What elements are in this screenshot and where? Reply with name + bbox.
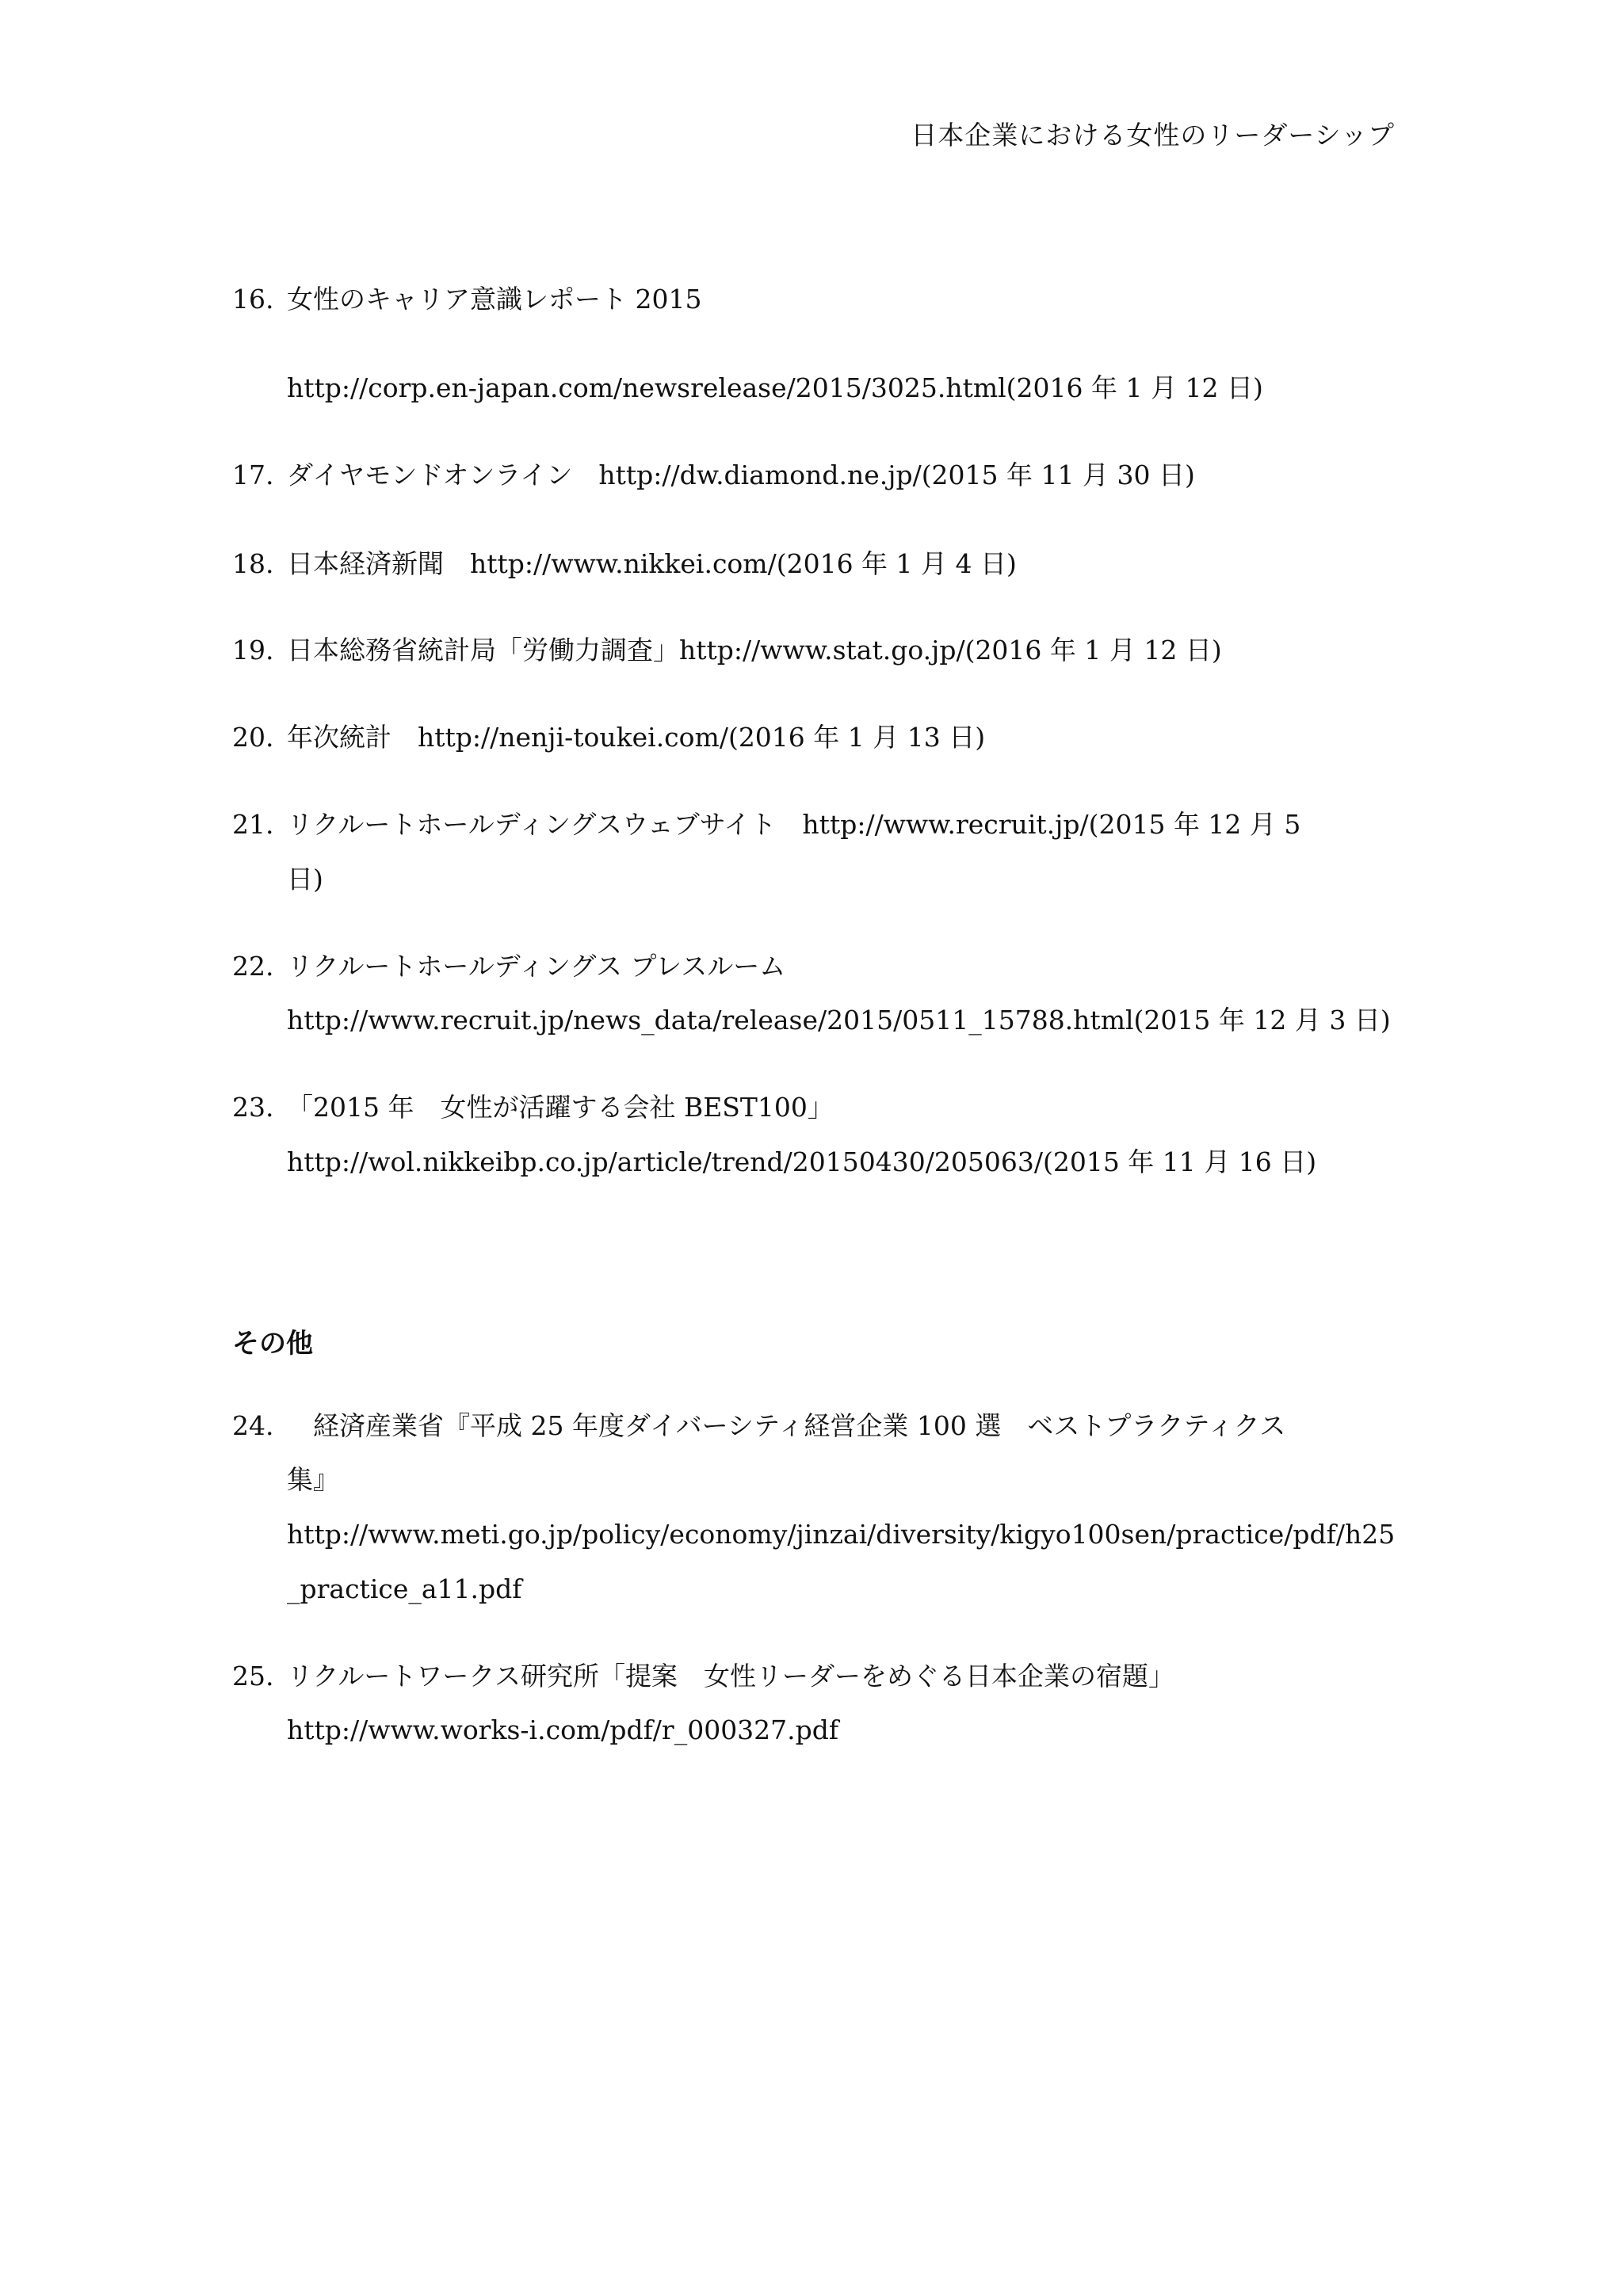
reference-text: 日本総務省統計局「労働力調査」http://www.stat.go.jp/(2016 年 1 月 12 日)	[287, 635, 1222, 666]
reference-title: リクルートホールディングス プレスルーム	[287, 951, 786, 982]
reference-text: ダイヤモンドオンライン http://dw.diamond.ne.jp/(2015 年 11 月 30 日)	[287, 460, 1195, 490]
section-heading-other: その他	[232, 1328, 313, 1360]
reference-text: 日本経済新聞 http://www.nikkei.com/(2016 年 1 月 4 日)	[287, 548, 1017, 579]
reference-number: 21.	[232, 809, 274, 840]
reference-url-continued: _practice_a11.pdf	[287, 1573, 522, 1604]
running-header: 日本企業における女性のリーダーシップ	[911, 120, 1395, 151]
reference-number: 17.	[232, 460, 274, 490]
reference-url: http://corp.en-japan.com/newsrelease/2015/3025.html(2016 年 1 月 12 日)	[287, 372, 1263, 403]
reference-text: リクルートホールディングスウェブサイト http://www.recruit.jp/(2015 年 12 月 5	[287, 809, 1301, 840]
reference-number: 19.	[232, 635, 274, 666]
reference-number: 22.	[232, 951, 274, 982]
reference-number: 18.	[232, 548, 274, 579]
reference-title: 女性のキャリア意識レポート 2015	[287, 284, 702, 315]
reference-text-continued: 日)	[287, 864, 323, 894]
reference-number: 20.	[232, 722, 274, 753]
reference-url: http://www.works-i.com/pdf/r_000327.pdf	[287, 1714, 839, 1745]
reference-url: http://www.recruit.jp/news_data/release/2015/0511_15788.html(2015 年 12 月 3 日)	[287, 1005, 1391, 1035]
reference-title: 経済産業省『平成 25 年度ダイバーシティ経営企業 100 選 ベストプラクティクス	[287, 1410, 1286, 1441]
reference-number: 16.	[232, 284, 274, 315]
reference-title: 「2015 年 女性が活躍する会社 BEST100」	[287, 1092, 834, 1123]
reference-url: http://wol.nikkeibp.co.jp/article/trend/20150430/205063/(2015 年 11 月 16 日)	[287, 1146, 1317, 1177]
reference-number: 25.	[232, 1661, 274, 1691]
reference-title: リクルートワークス研究所「提案 女性リーダーをめぐる日本企業の宿題」	[287, 1661, 1175, 1691]
reference-number: 23.	[232, 1092, 274, 1123]
reference-number: 24.	[232, 1410, 274, 1441]
reference-title-continued: 集』	[287, 1464, 339, 1495]
reference-text: 年次統計 http://nenji-toukei.com/(2016 年 1 月 13 日)	[287, 722, 986, 753]
reference-url: http://www.meti.go.jp/policy/economy/jinzai/diversity/kigyo100sen/practice/pdf/h25	[287, 1519, 1396, 1550]
